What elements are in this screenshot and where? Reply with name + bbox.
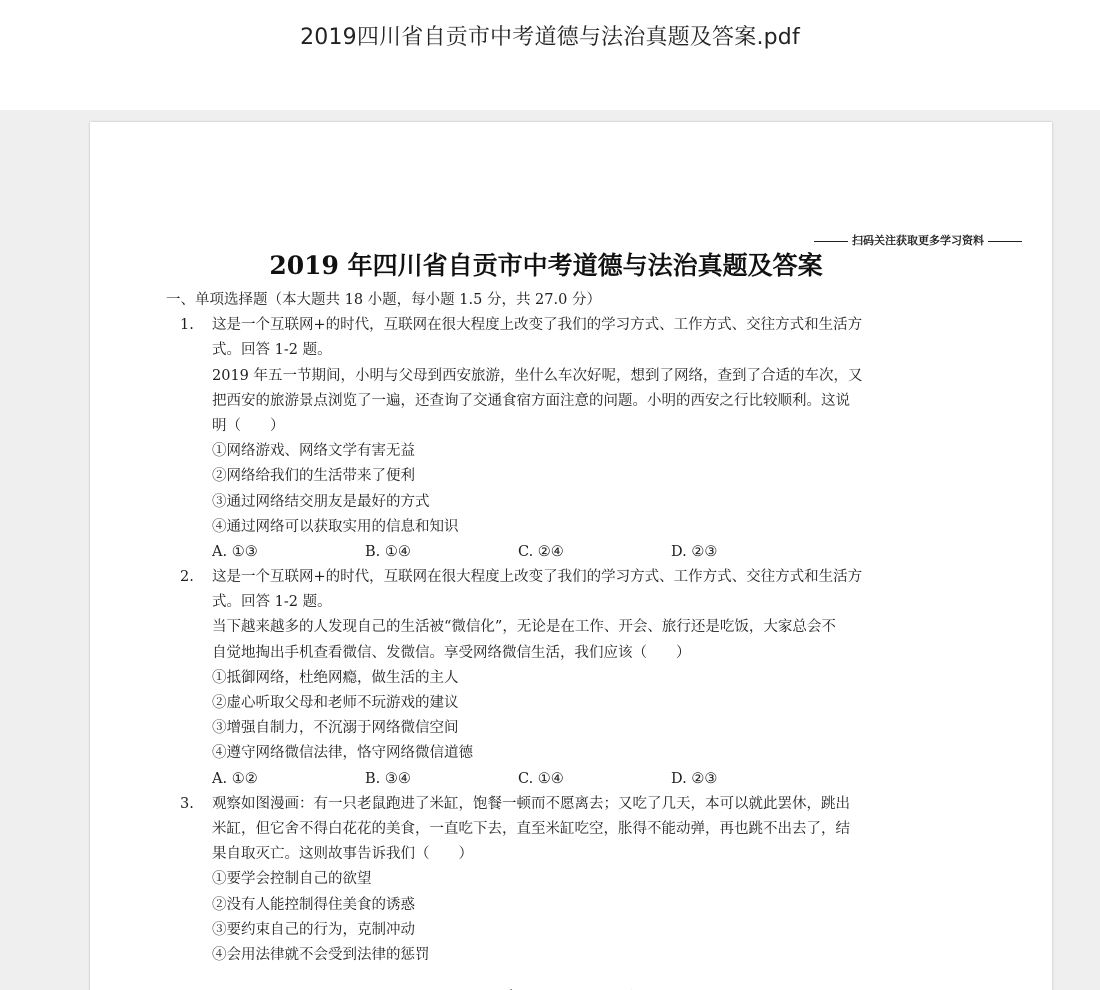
option-item: ①抵御网络，杜绝网瘾，做生活的主人 (212, 669, 459, 686)
option-item: ④会用法律就不会受到法律的惩罚 (212, 946, 430, 963)
answer-choices (212, 767, 986, 792)
question-stem-line: 式。回答 1-2 题。 (212, 342, 332, 359)
question-3 (166, 792, 986, 968)
option-item: ②虚心听取父母和老师不玩游戏的建议 (212, 695, 459, 711)
option-item: ②没有人能控制得住美食的诱惑 (212, 896, 415, 913)
answer-choice: A. ①② (212, 770, 258, 787)
option-item: ①网络游戏、网络文学有害无益 (212, 443, 415, 460)
watermark-text: 扫码关注获取更多学习资料 (852, 234, 984, 247)
question-stem-line: 观察如图漫画：有一只老鼠跑进了米缸，饱餐一顿而不愿离去；又吃了几天，本可以就此罢休，跳出 (212, 795, 850, 812)
question-stem-line: 式。回答 1-2 题。 (212, 594, 332, 611)
question-stem-line: 米缸，但它舍不得白花花的美食，一直吃下去，直至米缸吃空，胀得不能动弹，再也跳不出去了，结 (212, 820, 850, 837)
option-item: ②网络给我们的生活带来了便利 (212, 468, 415, 485)
question-stem-line: 果自取灭亡。这则故事告诉我们（ ） (212, 846, 473, 863)
question-stem-line: 当下越来越多的人发现自己的生活被“微信化”，无论是在工作、开会、旅行还是吃饭，大家总会不 (212, 619, 836, 636)
question-stem-line: 自觉地掏出手机查看微信、发微信。享受网络微信生活，我们应该（ ） (212, 644, 691, 661)
option-item: ①要学会控制自己的欲望 (212, 871, 372, 888)
answer-choices (212, 540, 986, 565)
pdf-page (90, 122, 1052, 990)
answer-choice: D. ②③ (671, 770, 718, 787)
option-item: ③通过网络结交朋友是最好的方式 (212, 493, 430, 510)
option-item: ③要约束自己的行为，克制冲动 (212, 921, 415, 938)
question-number: 1. (180, 317, 194, 334)
question-stem-line: 这是一个互联网+的时代，互联网在很大程度上改变了我们的学习方式、工作方式、交往方式和生活方 (212, 317, 863, 334)
exam-title: 2019 年四川省自贡市中考道德与法治真题及答案 (269, 251, 823, 280)
question-number: 3. (180, 795, 194, 812)
question-stem-line: 2019 年五一节期间，小明与父母到西安旅游，坐什么车次好呢，想到了网络，查到了合适的车次，又 (212, 367, 863, 384)
section-heading: 一、单项选择题（本大题共 18 小题，每小题 1.5 分，共 27.0 分） (166, 292, 601, 308)
title-bar (0, 0, 1100, 110)
answer-choice: D. ②③ (671, 543, 718, 560)
option-item: ④遵守网络微信法律，恪守网络微信道德 (212, 745, 473, 762)
answer-choice: B. ①④ (365, 543, 411, 560)
question-number: 2. (180, 569, 194, 586)
answer-choice: C. ①④ (518, 770, 564, 787)
exam-body (166, 288, 986, 968)
document-filename: 2019四川省自贡市中考道德与法治真题及答案.pdf (300, 25, 800, 50)
question-2 (166, 565, 986, 792)
question-stem-line: 这是一个互联网+的时代，互联网在很大程度上改变了我们的学习方式、工作方式、交往方式和生活方 (212, 569, 863, 586)
answer-choice: C. ②④ (518, 543, 564, 560)
cartoon-illustration (490, 978, 690, 990)
option-item: ③增强自制力，不沉溺于网络微信空间 (212, 720, 459, 737)
answer-choice: A. ①③ (212, 543, 258, 560)
document-canvas[interactable] (0, 110, 1100, 990)
question-1 (166, 313, 986, 565)
option-item: ④通过网络可以获取实用的信息和知识 (212, 518, 459, 535)
question-stem-line: 明（ ） (212, 417, 285, 434)
answer-choice: B. ③④ (365, 770, 411, 787)
question-stem-line: 把西安的旅游景点浏览了一遍，还查询了交通食宿方面注意的问题。小明的西安之行比较顺利。这说 (212, 392, 850, 409)
